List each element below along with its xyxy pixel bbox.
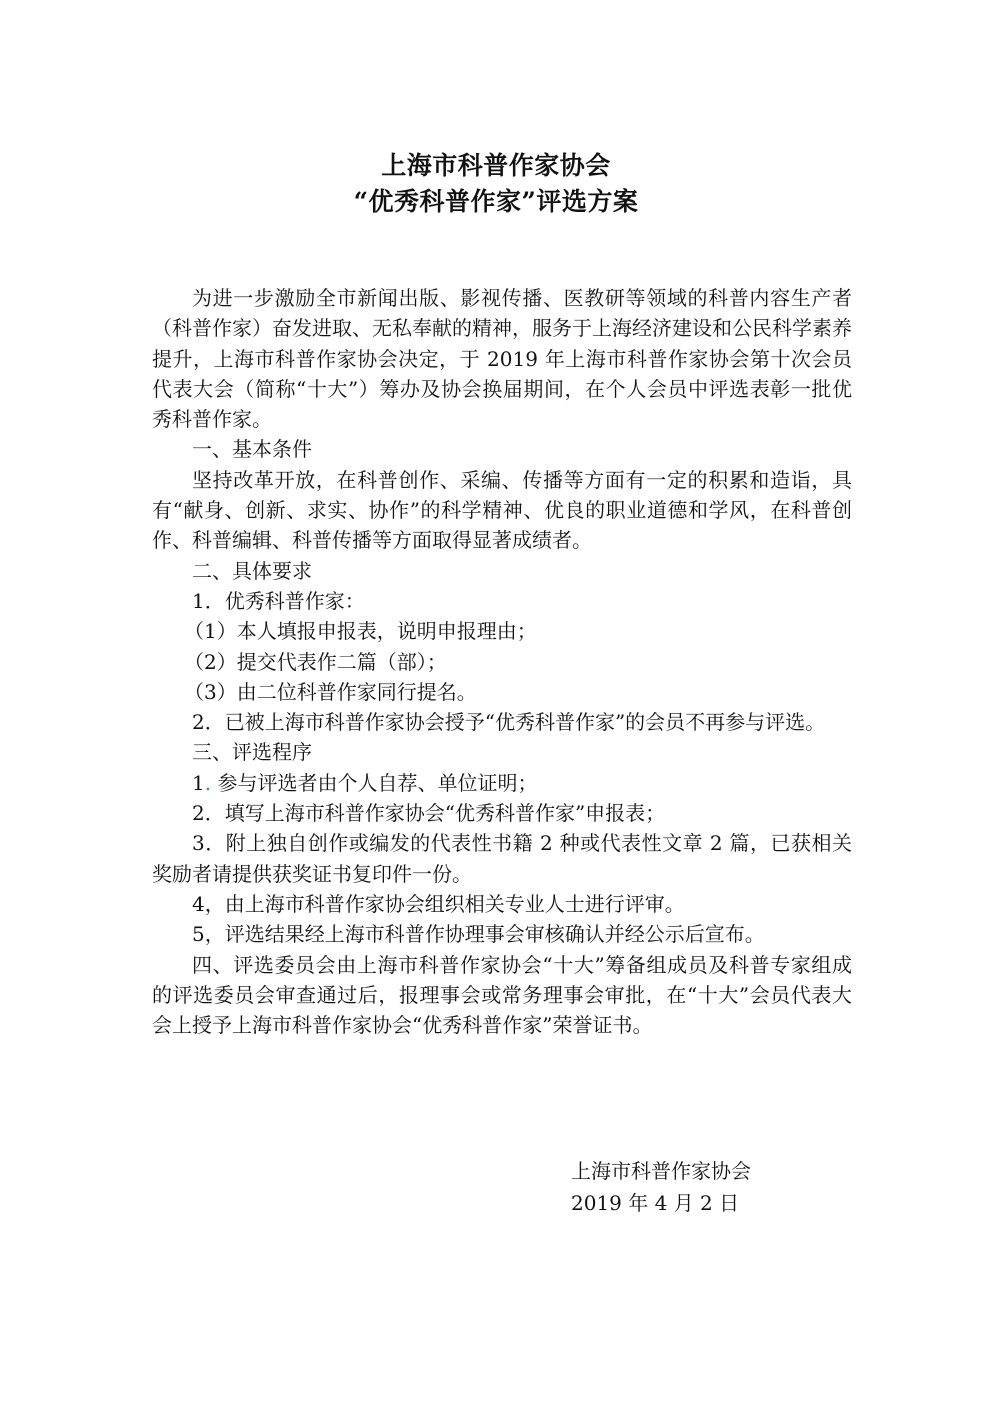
section-1-heading: 一、基本条件 — [192, 437, 312, 462]
section-3-item-1-number: 1 — [192, 770, 205, 795]
section-2-item-2: 2．已被上海市科普作家协会授予“优秀科普作家”的会员不再参与评选。 — [192, 710, 826, 735]
signature-block — [571, 1155, 751, 1219]
section-1-text: 坚持改革开放，在科普创作、采编、传播等方面有一定的积累和造诣，具有“献身、创新、求实、协作”的科学精神、优良的职业道德和学风，在科普创作、科普编辑、科普传播等方面取得显著成绩者。 — [152, 467, 852, 553]
intro-paragraph: 为进一步激励全市新闻出版、影视传播、医教研等领域的科普内容生产者（科普作家）奋发进取、无私奉献的精神，服务于上海经济建设和公民科学素养提升，上海市科普作家协会决定，于 2019 年上海市科普作家协会第十次会员代表大会（简称“十大”）筹办及协会换届期间，在个人会员中评选表彰一批优秀科普作家。 — [152, 286, 852, 432]
document-body — [152, 283, 852, 1040]
section-2-item-1: 1．优秀科普作家： — [192, 588, 365, 613]
section-3-item-4: 4，由上海市科普作家协会组织相关专业人士进行评审。 — [192, 891, 685, 916]
signature-date: 2019 年 4 月 2 日 — [571, 1191, 740, 1215]
section-3-item-1-dot: . — [204, 770, 212, 795]
section-3-item-1-text: 参与评选者由个人自荐、单位证明； — [211, 770, 538, 795]
section-2-subitem-2: （2）提交代表作二篇（部）； — [184, 649, 447, 674]
section-3-heading: 三、评选程序 — [192, 740, 312, 765]
document-title — [0, 148, 992, 220]
section-2-heading: 二、具体要求 — [192, 558, 312, 583]
section-4-text: 四、评选委员会由上海市科普作家协会“十大”筹备组成员及科普专家组成的评选委员会审查通过后，报理事会或常务理事会审批，在“十大”会员代表大会上授予上海市科普作家协会“优秀科普作家”荣誉证书。 — [152, 952, 852, 1038]
signature-organization: 上海市科普作家协会 — [571, 1159, 751, 1183]
section-3-item-2: 2．填写上海市科普作家协会“优秀科普作家”申报表； — [192, 801, 666, 826]
section-2-subitem-1: （1）本人填报申报表，说明申报理由； — [184, 619, 537, 644]
section-3-item-3: 3．附上独自创作或编发的代表性书籍 2 种或代表性文章 2 篇，已获相关奖励者请提供获奖证书复印件一份。 — [152, 831, 852, 886]
section-2-subitem-3: （3）由二位科普作家同行提名。 — [184, 679, 477, 704]
title-line-1: 上海市科普作家协会 — [381, 151, 611, 180]
section-3-item-5: 5，评选结果经上海市科普作协理事会审核确认并经公示后宣布。 — [192, 922, 765, 947]
title-line-2: “优秀科普作家”评选方案 — [353, 187, 639, 216]
section-3-item-1 — [152, 768, 852, 798]
